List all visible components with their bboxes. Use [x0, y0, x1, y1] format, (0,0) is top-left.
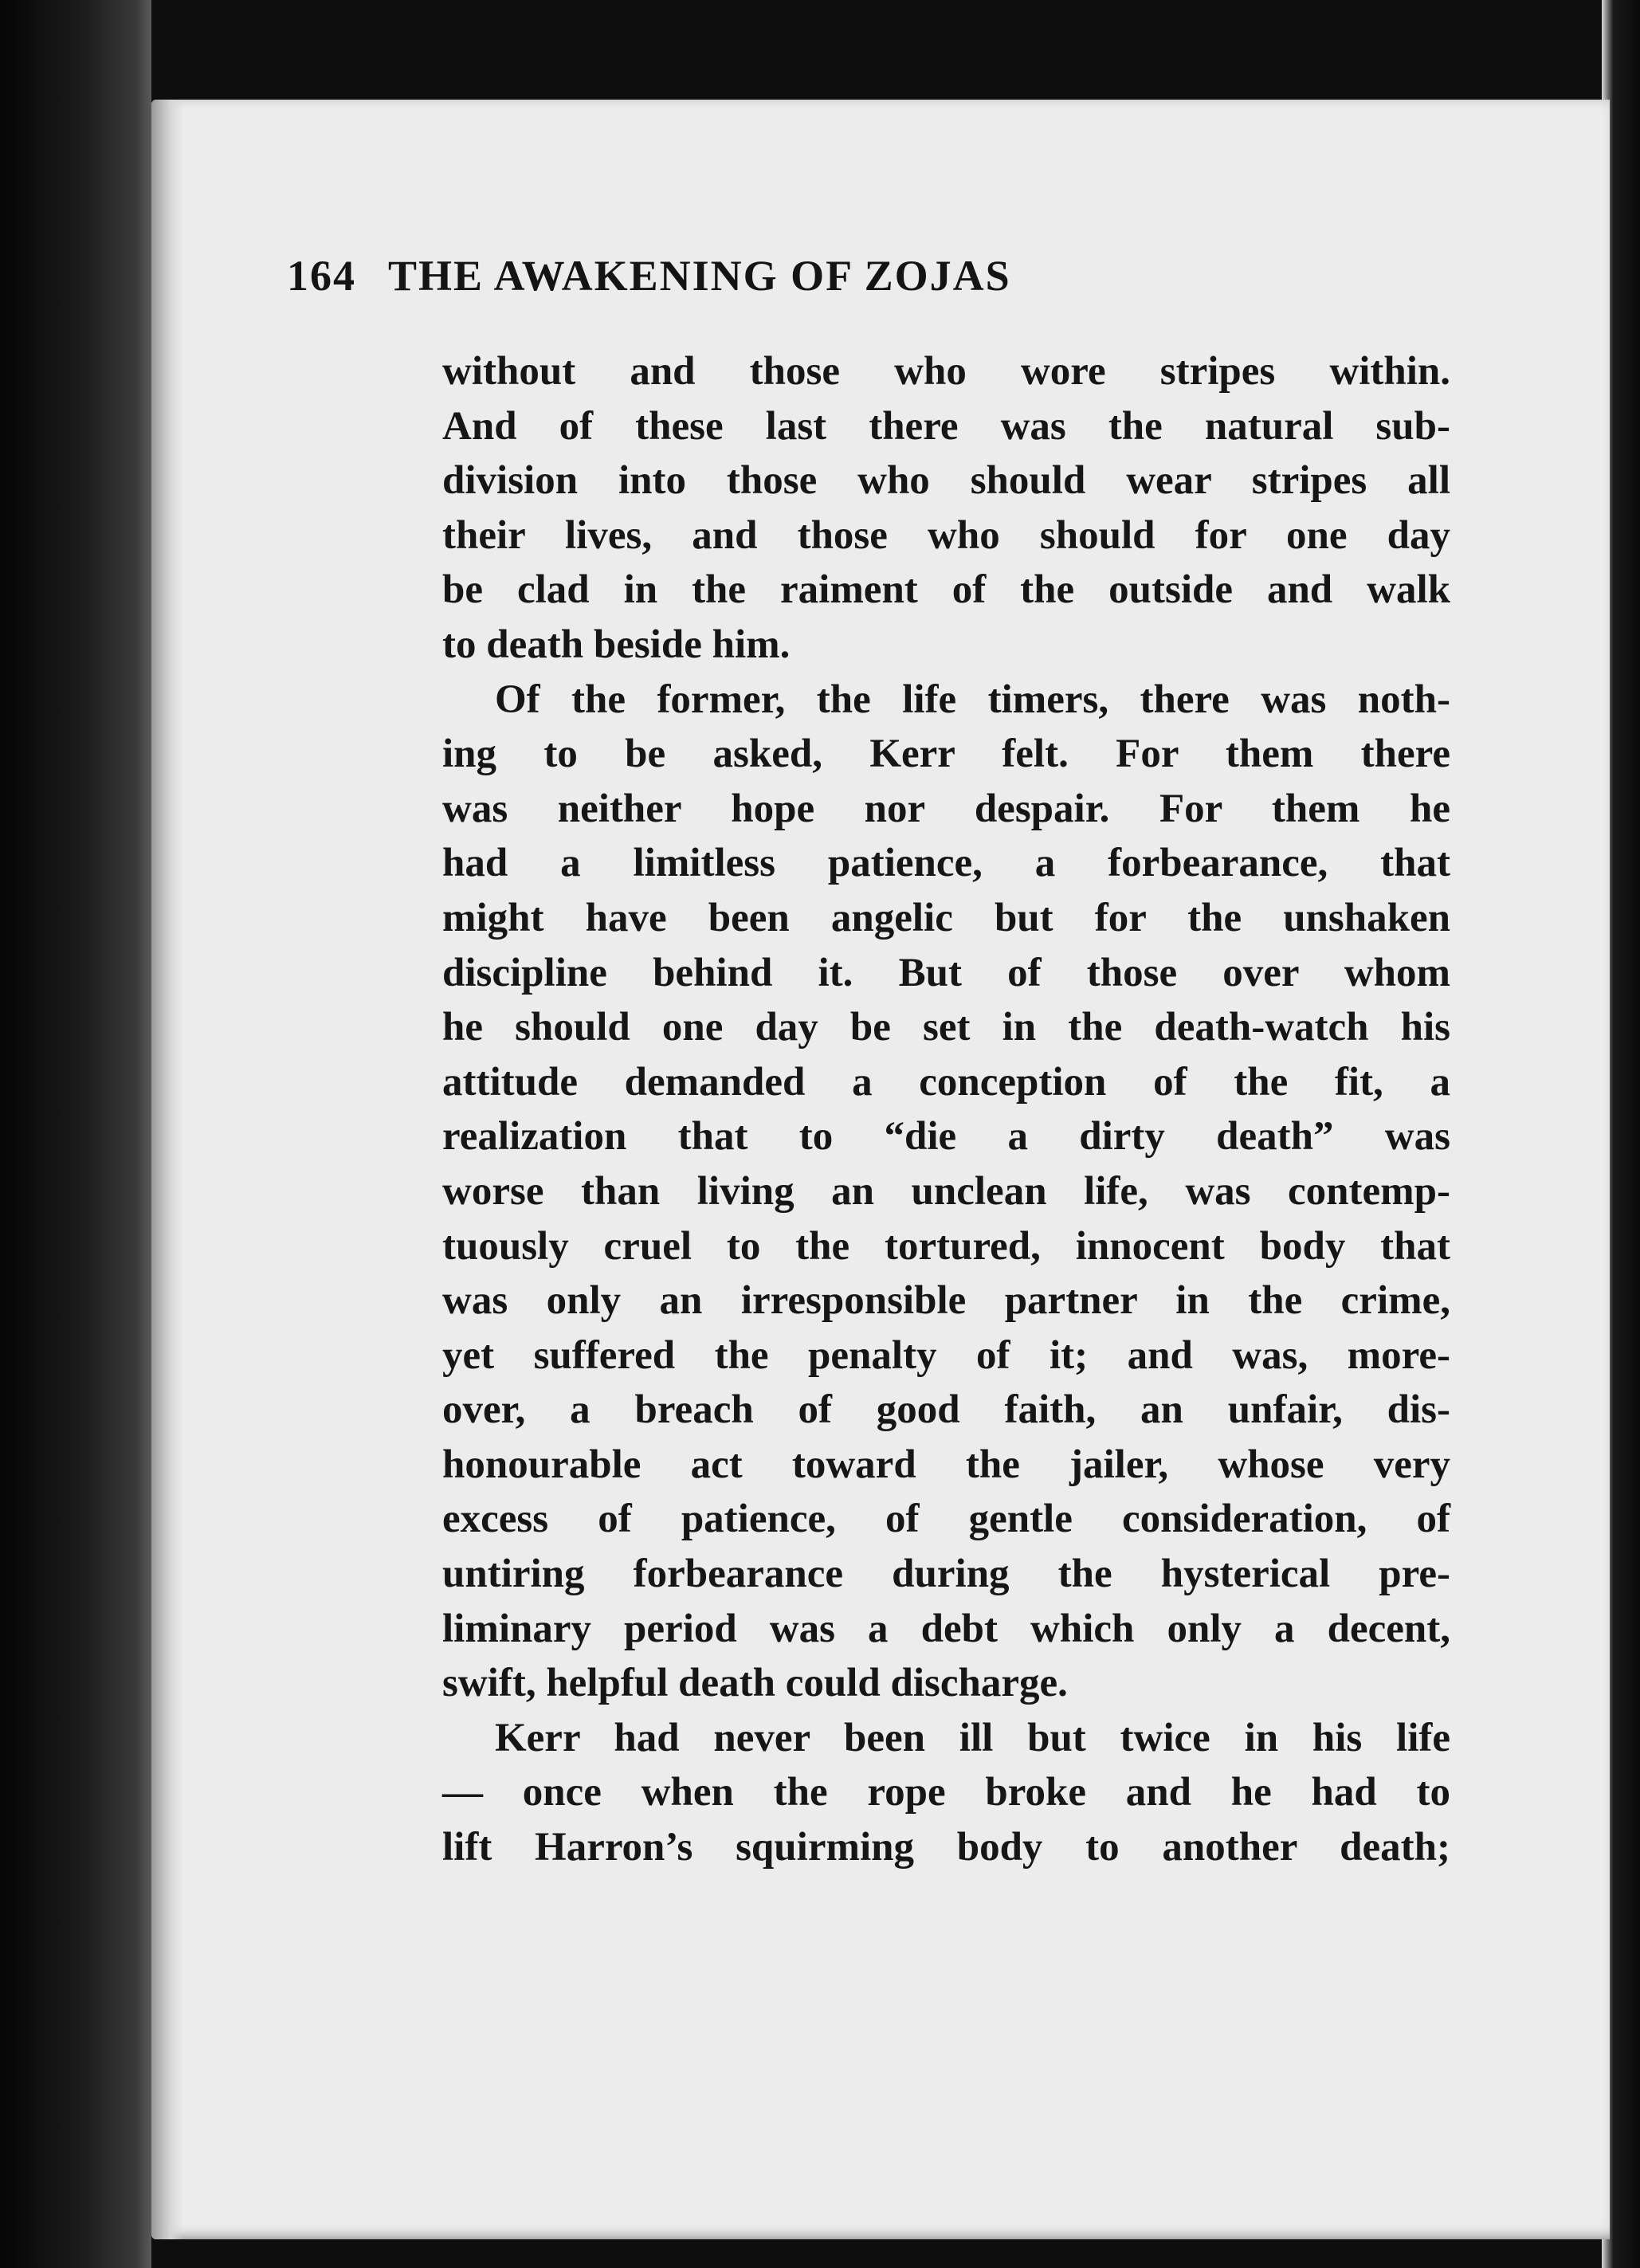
text-line: tuously cruel to the tortured, innocent body that [442, 1223, 1450, 1269]
page-gutter-shadow [151, 100, 183, 2239]
text-line: Of the former, the life timers, there was noth- [495, 677, 1450, 722]
text-line: division into those who should wear stripes all [442, 458, 1450, 504]
text-line: And of these last there was the natural sub- [442, 403, 1450, 449]
paragraph [442, 344, 1450, 673]
paragraph [442, 1711, 1450, 1875]
text-line: lift Harron’s squirming body to another death; [442, 1825, 1450, 1870]
text-line: Kerr had never been ill but twice in his life [495, 1715, 1450, 1760]
text-line: honourable act toward the jailer, whose very [442, 1442, 1450, 1487]
body-text [442, 344, 1450, 1875]
text-line: without and those who wore stripes within. [442, 349, 1450, 394]
text-line: their lives, and those who should for one day [442, 512, 1450, 558]
page-number: 164 [287, 252, 356, 300]
text-line: realization that to “die a dirty death” was [442, 1114, 1450, 1160]
text-line: untiring forbearance during the hysterical pre- [442, 1552, 1450, 1597]
text-line: be clad in the raiment of the outside and walk [442, 567, 1450, 613]
running-head [287, 251, 1355, 315]
running-title: THE AWAKENING OF ZOJAS [388, 252, 1011, 300]
text-line: excess of patience, of gentle consideration, of [442, 1497, 1450, 1542]
text-line: over, a breach of good faith, an unfair, dis- [442, 1387, 1450, 1433]
text-line: — once when the rope broke and he had to [442, 1770, 1450, 1815]
text-line: he should one day be set in the death-watch his [442, 1005, 1450, 1050]
text-line: swift, helpful death could discharge. [442, 1661, 1068, 1706]
text-line: was neither hope nor despair. For them he [442, 786, 1450, 831]
text-line: discipline behind it. But of those over whom [442, 950, 1450, 995]
text-line: worse than living an unclean life, was contemp- [442, 1168, 1450, 1214]
text-line: liminary period was a debt which only a decent, [442, 1606, 1450, 1651]
text-line: yet suffered the penalty of it; and was, more- [442, 1332, 1450, 1378]
text-line: attitude demanded a conception of the fit, a [442, 1059, 1450, 1105]
paragraph [442, 673, 1450, 1711]
text-line: ing to be asked, Kerr felt. For them there [442, 732, 1450, 777]
text-line: to death beside him. [442, 622, 791, 667]
text-line: might have been angelic but for the unshaken [442, 895, 1450, 940]
text-line: had a limitless patience, a forbearance, that [442, 841, 1450, 886]
scan-left-margin [0, 0, 151, 2268]
text-line: was only an irresponsible partner in the crime, [442, 1278, 1450, 1324]
